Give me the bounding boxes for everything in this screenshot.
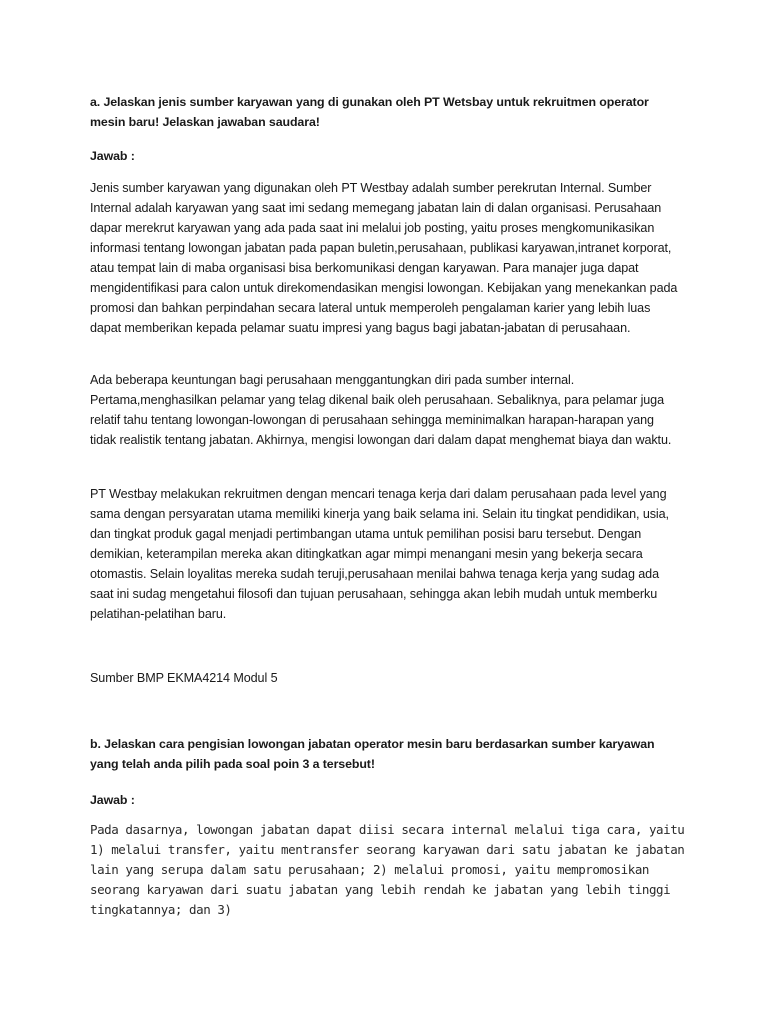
question-a: a. Jelaskan jenis sumber karyawan yang di gunakan oleh PT Wetsbay untuk rekruitmen operator mesin baru! Jelaskan jawaban saudara! bbox=[90, 95, 649, 129]
answer-label-b: Jawab : bbox=[90, 793, 135, 807]
source-line: Sumber BMP EKMA4214 Modul 5 bbox=[90, 671, 278, 685]
question-b: b. Jelaskan cara pengisian lowongan jabatan operator mesin baru berdasarkan sumber karyawan yang telah anda pilih pada soal poin 3 a tersebut! bbox=[90, 737, 655, 771]
paragraph-a1: Jenis sumber karyawan yang digunakan oleh PT Westbay adalah sumber perekrutan Internal. Sumber Internal adalah karyawan yang saat imi sedang memegang jabatan lain di dalan organisasi. Perusahaan dapar merekrut karyawan yang ada pada saat ini melalui job posting, yaitu proses mengkomunikasikan informasi tentang lowongan jabatan pada papan buletin,perusahaan, publikasi karyawan,intranet korporat, atau tempat lain di maba organisasi bisa berkomunikasi dengan karyawan. Para manajer juga dapat mengidentifikasi para calon untuk direkomendasikan mengisi lowongan. Kebijakan yang menekankan pada promosi dan bahkan perpindahan secara lateral untuk memperoleh pengalaman karier yang lebih luas dapat memberikan kepada pelamar suatu impresi yang bagus bagi jabatan-jabatan di perusahaan. bbox=[90, 181, 678, 335]
paragraph-b1: Pada dasarnya, lowongan jabatan dapat diisi secara internal melalui tiga cara, yaitu 1) melalui transfer, yaitu mentransfer seorang karyawan dari satu jabatan ke jabatan lain yang serupa dalam satu perusahaan; 2) melalui promosi, yaitu mempromosikan seorang karyawan dari suatu jabatan yang lebih rendah ke jabatan yang lebih tinggi tingkatannya; dan 3) bbox=[90, 822, 685, 917]
answer-label-a: Jawab : bbox=[90, 149, 135, 163]
paragraph-a2: Ada beberapa keuntungan bagi perusahaan menggantungkan diri pada sumber internal. Pertama,menghasilkan pelamar yang telag dikenal baik oleh perusahaan. Sebaliknya, para pelamar juga relatif tahu tentang lowongan-lowongan di perusahaan sehingga meminimalkan harapan-harapan yang tidak realistik tentang jabatan. Akhirnya, mengisi lowongan dari dalam dapat menghemat biaya dan waktu. bbox=[90, 373, 672, 447]
paragraph-a3: PT Westbay melakukan rekruitmen dengan mencari tenaga kerja dari dalam perusahaan pada level yang sama dengan persyaratan utama memiliki kinerja yang baik selama ini. Selain itu tingkat pendidikan, usia, dan tingkat produk gagal menjadi pertimbangan utama untuk pemilihan posisi baru tersebut. Dengan demikian, keterampilan mereka akan ditingkatkan agar mimpi menangani mesin yang bekerja secara otomastis. Selain loyalitas mereka sudah teruji,perusahaan menilai bahwa tenaga kerja yang sudag ada saat ini sudag mengetahui filosofi dan tujuan perusahaan, sehingga akan lebih mudah untuk memberku pelatihan-pelatihan baru. bbox=[90, 487, 669, 621]
